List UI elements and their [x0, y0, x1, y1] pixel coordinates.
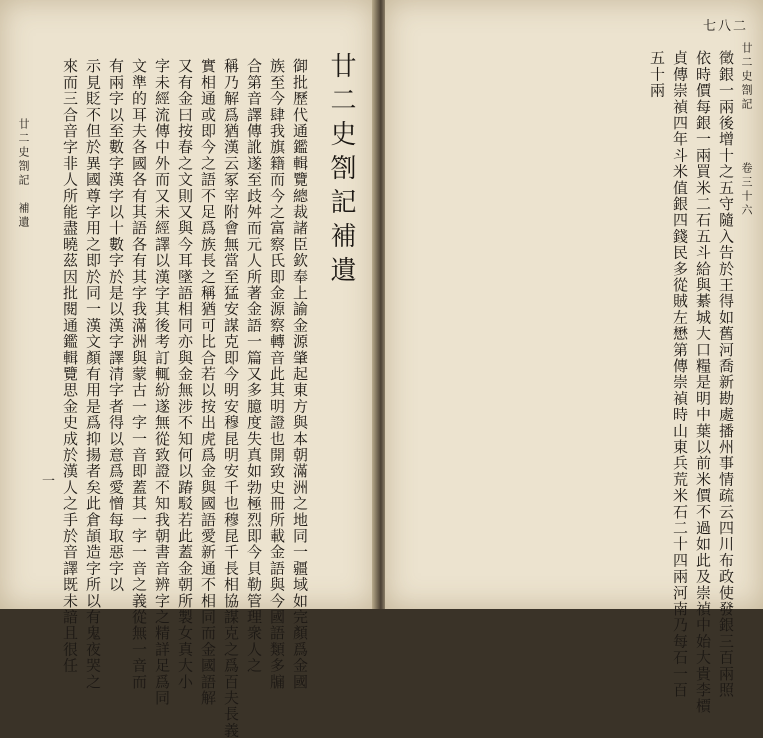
left-text-column-4: 稱乃解爲猶漢云冢宰附會無當至猛安謀克即今明安穆昆明安千也穆昆千長相協謀克之爲百夫長義	[222, 58, 240, 738]
left-text-column-1: 御批歷代通鑑輯覽總裁諸臣欽奉上諭金源肇起東方與本朝滿洲之地同一疆域如完顏爲金國	[291, 58, 309, 690]
left-text-column-5: 實相通或即今之語不足爲族長之稱猶可比合若以按出虎爲金與國語愛新通不相同而金國語解	[199, 58, 217, 706]
right-text-column-4: 五十兩	[648, 50, 666, 99]
left-text-column-2: 族至今肆我旗籍而今之富察氏即金源察轉音此其明證也開致史冊所載金語與今國語類多牖	[268, 58, 286, 690]
left-page	[0, 0, 376, 738]
left-text-column-6: 又有金曰按春之文則又與今耳墜語相同亦與金無涉不知何以踳駁若此蓋金朝所製女真大小	[176, 58, 194, 690]
volume-label: 卷三十六	[740, 162, 753, 218]
left-text-column-3: 合第音譯傳訛遂至歧舛而元人所著金語一篇又多臆度失真如勃極烈即今貝勒管理衆人之	[245, 58, 263, 674]
left-page-number: 一	[42, 474, 56, 489]
left-text-column-11: 來而三合音字非人所能盡曉茲因批閱通鑑輯覽思金史成於漢人之手於音譯既未諳且很任	[61, 58, 79, 674]
right-page-number: 七八二	[703, 19, 749, 34]
left-running-head: 廿二史劄記 補遺	[17, 118, 30, 230]
right-text-column-3: 貞傳崇禎四年斗米值銀四錢民多從賊左懋第傳崇禎時山東兵荒米石二十四兩河南乃每石一百	[671, 50, 689, 698]
left-text-column-8: 文準的耳夫各國各有其語各有其字我滿洲與蒙古一字一音即蓋其一字一音之義從無一音而	[130, 58, 148, 690]
left-text-column-9: 有兩字以至數字漢字以十數字於是以漢字譯清字者得以意爲愛憎每取惡字以	[107, 58, 125, 593]
left-text-column-10: 示見貶不但於異國尊字用之即於同一漢文顏有用是爲抑揚者矣此倉頡造字所以有鬼夜哭之	[84, 58, 102, 690]
page-title: 廿二史劄記補遺	[326, 52, 356, 290]
right-running-head: 廿二史劄記	[740, 42, 753, 112]
right-page	[385, 0, 763, 715]
right-text-column-1: 徵銀一兩後增十之五守隨入告於王得如舊河喬新勘處播州事情疏云四川布政使發銀三百兩照	[717, 50, 735, 698]
left-text-column-7: 字未經流傳中外而又未經譯以漢字其後考訂輒紛遂無從致證不知我朝書音辨字之精詳足爲同	[153, 58, 171, 706]
right-text-column-2: 依時價每銀一兩買米二石五斗給與綦城大口糧是明中葉以前米價不過如此及崇禎中始大貴李檟	[694, 50, 712, 715]
